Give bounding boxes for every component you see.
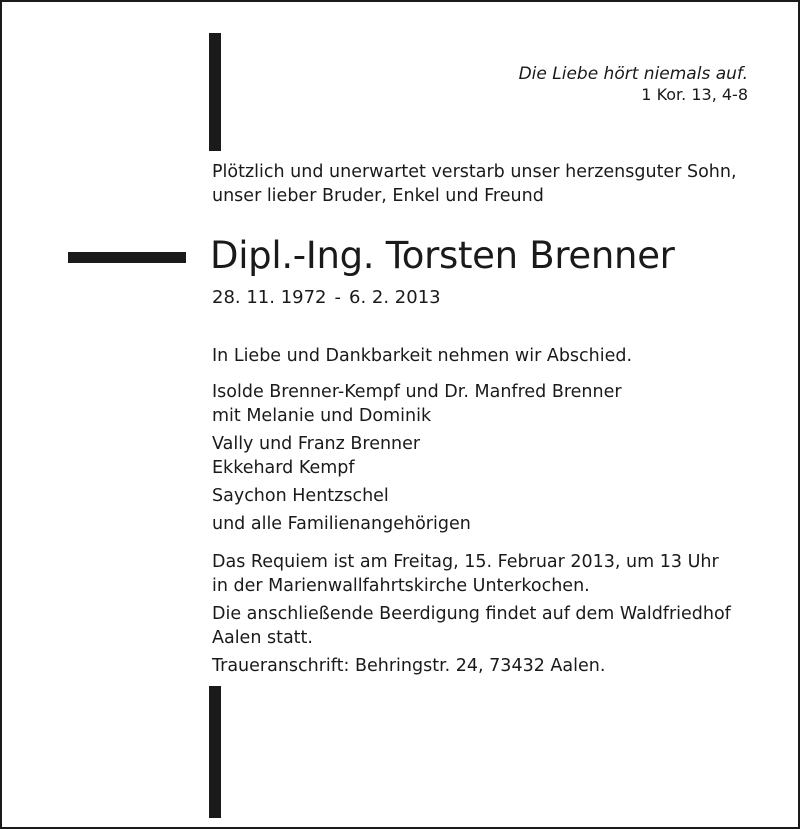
deceased-name: Dipl.-Ing. Torsten Brenner (210, 234, 675, 277)
cross-upper-bar (209, 33, 221, 151)
requiem-info (212, 550, 731, 598)
family-line: Vally und Franz Brenner (212, 434, 421, 454)
burial-info (212, 602, 731, 650)
family-line: Ekkehard Kempf (212, 458, 355, 478)
family-line: und alle Familienangehörigen (212, 514, 471, 534)
cross-lower-bar (209, 686, 221, 818)
family-line: Saychon Hentzschel (212, 486, 389, 506)
bible-quote (519, 63, 748, 105)
burial-line-2: Aalen statt. (212, 628, 313, 648)
death-date: 6. 2. 2013 (349, 287, 441, 308)
quote-verse: Die Liebe hört niemals auf. (518, 64, 748, 84)
family-group-relatives (212, 512, 622, 536)
requiem-line-1: Das Requiem ist am Freitag, 15. Februar 2013, um 13 Uhr (212, 552, 719, 572)
family-group-partner (212, 484, 622, 508)
intro-line-1: Plötzlich und unerwartet verstarb unser herzensguter Sohn, (212, 162, 737, 182)
farewell-text: In Liebe und Dankbarkeit nehmen wir Abschied. (212, 346, 633, 366)
mourning-address (212, 654, 731, 678)
burial-line-1: Die anschließende Beerdigung findet auf dem Waldfriedhof (212, 604, 731, 624)
address-line: Traueranschrift: Behringstr. 24, 73432 Aalen. (212, 656, 606, 676)
intro-line-2: unser lieber Bruder, Enkel und Freund (212, 186, 544, 206)
birth-date: 28. 11. 1972 (212, 287, 327, 308)
requiem-line-2: in der Marienwallfahrtskirche Unterkochen. (212, 576, 590, 596)
family-group-parents (212, 380, 622, 428)
family-line: Isolde Brenner-Kempf und Dr. Manfred Brenner (212, 382, 622, 402)
funeral-notice (212, 550, 731, 682)
family-group-grandparents (212, 432, 622, 480)
quote-reference: 1 Kor. 13, 4-8 (641, 85, 748, 104)
family-line: mit Melanie und Dominik (212, 406, 432, 426)
date-separator: - (334, 287, 342, 308)
family-list (212, 380, 622, 540)
life-dates (212, 286, 441, 310)
cross-left-bar (68, 252, 186, 263)
intro-text (212, 160, 737, 208)
